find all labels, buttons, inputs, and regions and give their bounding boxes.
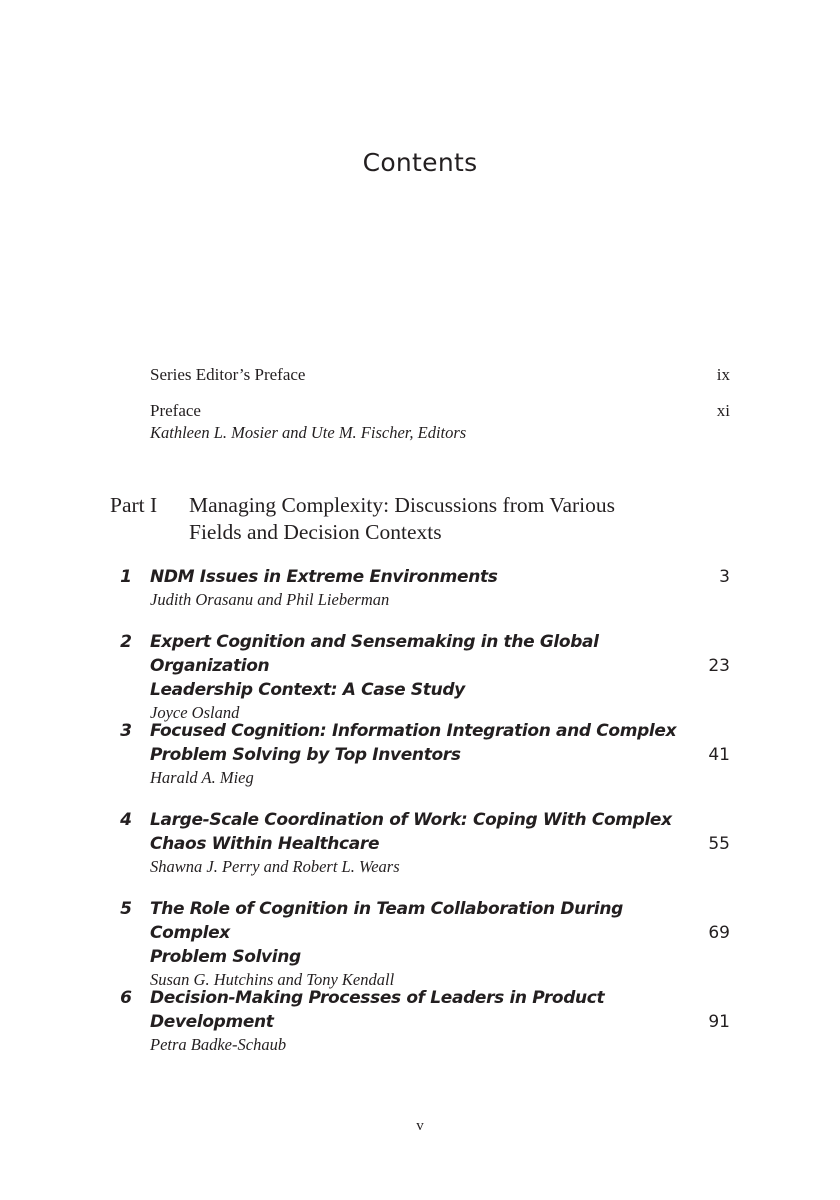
chapter-number: 6	[120, 988, 132, 1008]
chapter-body	[150, 808, 695, 878]
part-title-line: Fields and Decision Contexts	[189, 520, 442, 544]
entry-title: Preface	[150, 401, 201, 420]
chapter-authors: Harald A. Mieg	[150, 768, 254, 787]
chapter-title-line: Problem Solving	[150, 947, 301, 967]
chapter-title-line: NDM Issues in Extreme Environments	[150, 567, 498, 587]
chapter-number: 2	[120, 632, 132, 652]
chapter-page-number: 3	[719, 567, 730, 587]
page-folio: v	[416, 1118, 424, 1134]
entry-page-number: ix	[716, 365, 730, 384]
part-label: Part I	[110, 493, 158, 517]
entry-page-number: xi	[716, 401, 730, 420]
chapter-title-line: Problem Solving by Top Inventors	[150, 745, 461, 765]
entry-title: Series Editor’s Preface	[150, 365, 306, 384]
chapter-page-number: 69	[708, 923, 730, 943]
chapter-title-line: Development	[150, 1012, 274, 1032]
chapter-authors: Judith Orasanu and Phil Lieberman	[150, 590, 390, 609]
part-title-line: Managing Complexity: Discussions from Various	[189, 493, 616, 517]
chapter-body	[150, 986, 695, 1056]
chapter-number: 4	[120, 810, 132, 830]
chapter-authors: Susan G. Hutchins and Tony Kendall	[150, 970, 395, 989]
chapter-number: 3	[120, 721, 132, 741]
chapter-number: 1	[120, 567, 132, 587]
chapter-number: 5	[120, 899, 132, 919]
chapter-authors: Joyce Osland	[150, 703, 240, 722]
chapter-title-line: Chaos Within Healthcare	[150, 834, 380, 854]
chapter-body	[150, 630, 695, 724]
chapter-page-number: 23	[708, 656, 730, 676]
chapter-body	[150, 897, 695, 991]
chapter-title-line: Leadership Context: A Case Study	[150, 680, 465, 700]
chapter-title-line: Expert Cognition and Sensemaking in the Global Organization	[150, 632, 599, 676]
part-title	[189, 492, 729, 546]
chapter-page-number: 55	[708, 834, 730, 854]
chapter-title-line: Decision-Making Processes of Leaders in Product	[150, 988, 605, 1008]
chapter-page-number: 91	[708, 1012, 730, 1032]
chapter-title-line: Large-Scale Coordination of Work: Coping With Complex	[150, 810, 672, 830]
chapter-authors: Petra Badke-Schaub	[150, 1035, 287, 1054]
chapter-authors: Shawna J. Perry and Robert L. Wears	[150, 857, 400, 876]
chapter-body	[150, 565, 695, 611]
chapter-title-line: Focused Cognition: Information Integration and Complex	[150, 721, 677, 741]
toc-entry-preface[interactable]	[150, 400, 730, 444]
entry-authors: Kathleen L. Mosier and Ute M. Fischer, Editors	[150, 423, 467, 442]
chapter-page-number: 41	[708, 745, 730, 765]
chapter-title-line: The Role of Cognition in Team Collaboration During Complex	[150, 899, 623, 943]
chapter-body	[150, 719, 695, 789]
toc-entry-series-editors-preface[interactable]	[150, 364, 730, 386]
page-title: Contents	[362, 148, 478, 177]
